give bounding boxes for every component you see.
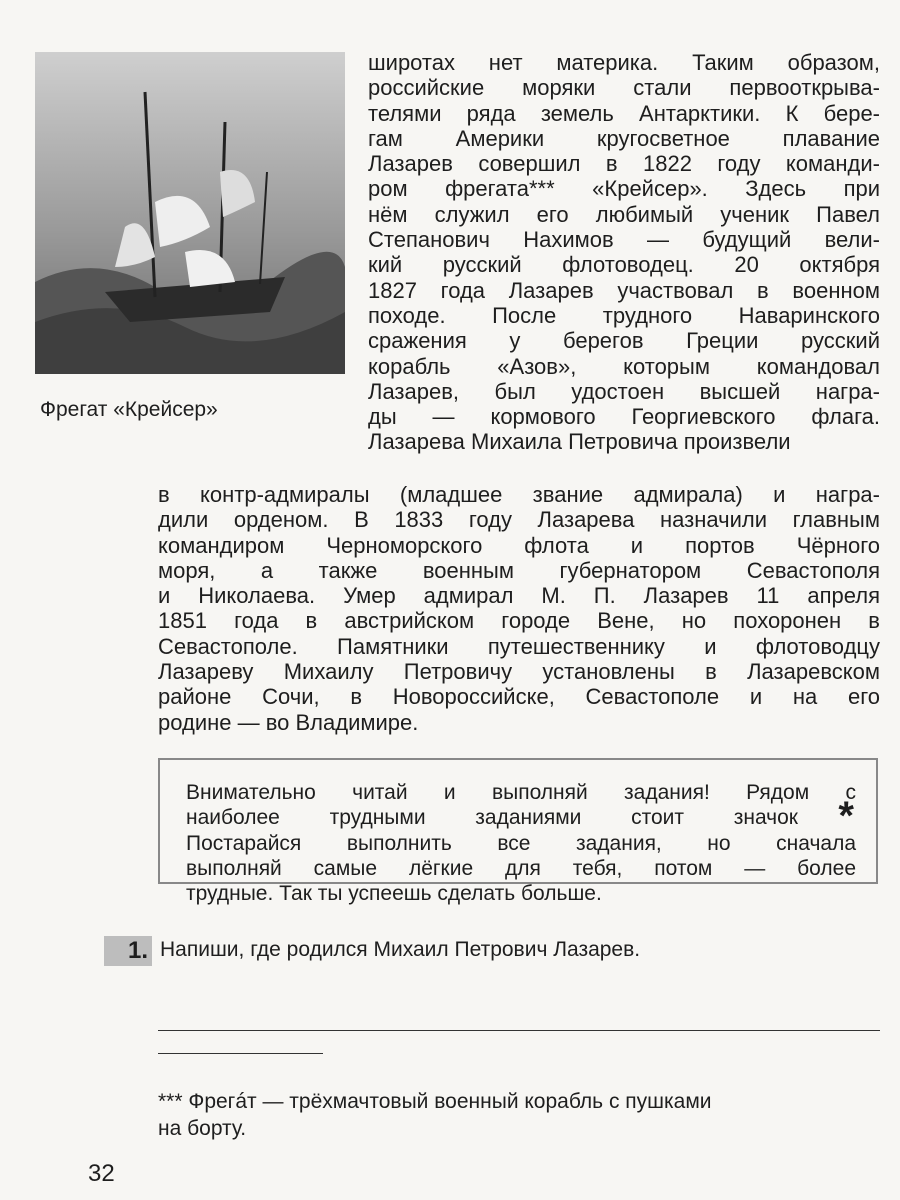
text-line: Лазарев совершил в 1822 году команди-: [368, 151, 880, 177]
text-line: широтах нет материка. Таким образом,: [368, 50, 880, 75]
footnote-divider: [158, 1053, 323, 1054]
page-number: 32: [88, 1160, 115, 1187]
text-line: телями ряда земель Антарктики. К бере-: [368, 100, 880, 126]
body-text-full: [158, 482, 880, 735]
text-line: дили орденом. В 1833 году Лазарева назначили главным: [158, 507, 880, 533]
footnote-line: на борту.: [158, 1117, 247, 1140]
footnote-line: *** Фрегáт — трёхмачтовый военный корабль с пушками: [158, 1090, 712, 1113]
text-line: Внимательно читай и выполняй задания! Рядом с: [186, 781, 856, 804]
text-line: корабль «Азов», которым командовал: [368, 353, 880, 379]
footnote: [158, 1088, 880, 1142]
frigate-illustration: [35, 52, 345, 374]
text-line: Степанович Нахимов — будущий вели-: [368, 227, 880, 253]
text-line: командиром Черноморского флота и портов Чёрного: [158, 532, 880, 558]
text-line: российские моряки стали первооткрыва-: [368, 75, 880, 101]
instructions-box: [158, 758, 878, 906]
text-line: 1827 года Лазарев участвовал в военном: [368, 277, 880, 303]
text-line: районе Сочи, в Новороссийске, Севастополе и на его: [158, 684, 880, 710]
text-line: наиболее трудными заданиями стоит значок: [186, 806, 798, 830]
task-number: 1.: [104, 936, 152, 966]
text-line: Севастополе. Памятники путешественнику и флотоводцу: [158, 633, 880, 659]
figure-caption: Фрегат «Крейсер»: [40, 398, 218, 421]
text-line: родине — во Владимире.: [158, 709, 419, 735]
task-text: Напиши, где родился Михаил Петрович Лазарев.: [160, 938, 641, 961]
text-line: гам Америки кругосветное плавание: [368, 125, 880, 151]
text-line: нём служил его любимый ученик Павел: [368, 201, 880, 227]
text-line: в контр-адмиралы (младшее звание адмирала) и награ-: [158, 482, 880, 507]
answer-line[interactable]: [158, 1030, 880, 1031]
text-line: кий русский флотоводец. 20 октября: [368, 252, 880, 278]
text-line: сражения у берегов Греции русский: [368, 328, 880, 354]
text-line: и Николаева. Умер адмирал М. П. Лазарев 11 апреля: [158, 583, 880, 609]
text-line: ром фрегата*** «Крейсер». Здесь при: [368, 176, 880, 202]
text-line: ды — кормового Георгиевского флага.: [368, 404, 880, 430]
text-line: Лазарев, был удостоен высшей награ-: [368, 378, 880, 404]
text-line: выполняй самые лёгкие для тебя, потом — более: [186, 856, 856, 880]
text-line: Постарайся выполнить все задания, но сначала: [186, 831, 856, 855]
text-line: походе. После трудного Наваринского: [368, 302, 880, 328]
body-text-top: [368, 50, 880, 455]
text-line: 1851 года в австрийском городе Вене, но похоронен в: [158, 608, 880, 634]
difficulty-star-icon: *: [838, 794, 854, 838]
text-line: Лазарева Михаила Петровича произвели: [368, 429, 791, 455]
text-line: Лазареву Михаилу Петровичу установлены в Лазаревском: [158, 659, 880, 685]
text-line: моря, а также военным губернатором Севастополя: [158, 557, 880, 583]
text-line: трудные. Так ты успеешь сделать больше.: [186, 882, 602, 906]
